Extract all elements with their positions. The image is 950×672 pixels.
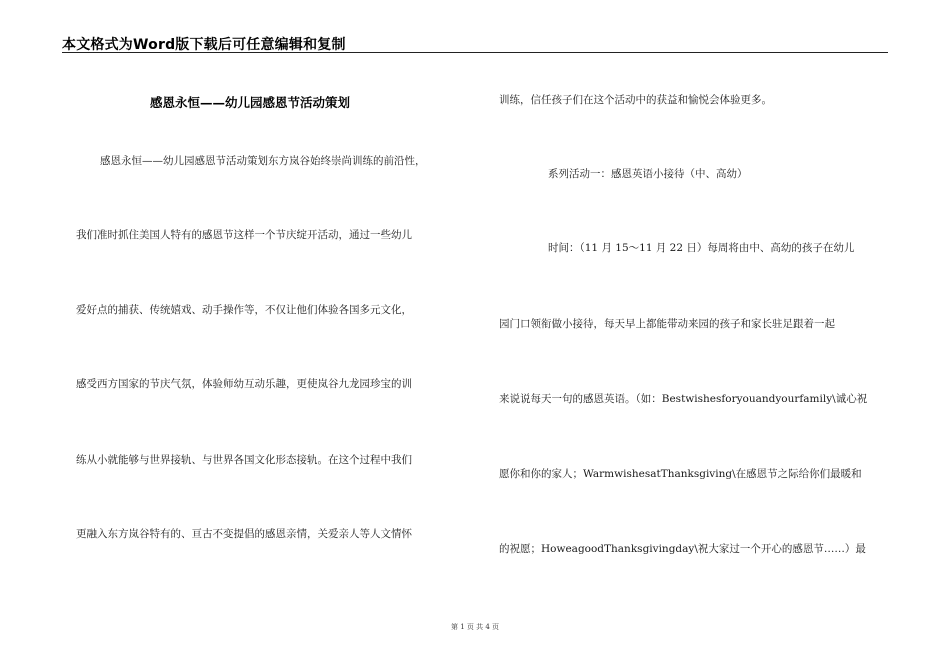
paragraph-line: 愿你和你的家人；WarmwishesatThanksgiving\在感恩节之际给你们最暖和: [499, 468, 862, 480]
paragraph-line: 的祝愿；HoweagoodThanksgivingday\祝大家过一个开心的感恩节……）最: [499, 543, 866, 555]
paragraph-line: 练从小就能够与世界接轨、与世界各国文化形态接轨。在这个过程中我们: [76, 454, 412, 466]
paragraph-line: 我们准时抓住美国人特有的感恩节这样一个节庆绽开活动，通过一些幼儿: [76, 229, 412, 241]
activity-heading: 系列活动一：感恩英语小接待（中、高幼）: [548, 168, 748, 180]
paragraph-line: 来说说每天一句的感恩英语。（如：Bestwishesforyouandyourfamily\诚心祝: [499, 393, 868, 405]
page-number: 第 1 页 共 4 页: [450, 623, 500, 631]
paragraph-line: 园门口领衔做小接待，每天早上都能带动来园的孩子和家长驻足跟着一起: [499, 318, 835, 330]
paragraph-line: 感恩永恒——幼儿园感恩节活动策划东方岚谷始终崇尚训练的前沿性，: [100, 155, 426, 167]
document-title: 感恩永恒——幼儿园感恩节活动策划: [150, 95, 351, 110]
paragraph-line: 感受西方国家的节庆气氛，体验师幼互动乐趣，更使岚谷九龙园珍宝的训: [76, 378, 412, 390]
download-notice: 本文格式为Word版下载后可任意编辑和复制: [62, 37, 346, 53]
paragraph-line: 训练，信任孩子们在这个活动中的获益和愉悦会体验更多。: [499, 94, 772, 106]
paragraph-line: 时间：（11 月 15～11 月 22 日）每周将由中、高幼的孩子在幼儿: [548, 242, 855, 254]
paragraph-line: 爱好点的捕获、传统嬉戏、动手操作等，不仅让他们体验各国多元文化，: [76, 304, 412, 316]
paragraph-line: 更融入东方岚谷特有的、亘古不变提倡的感恩亲情，关爱亲人等人文情怀: [76, 528, 412, 540]
header-divider: [62, 52, 888, 53]
